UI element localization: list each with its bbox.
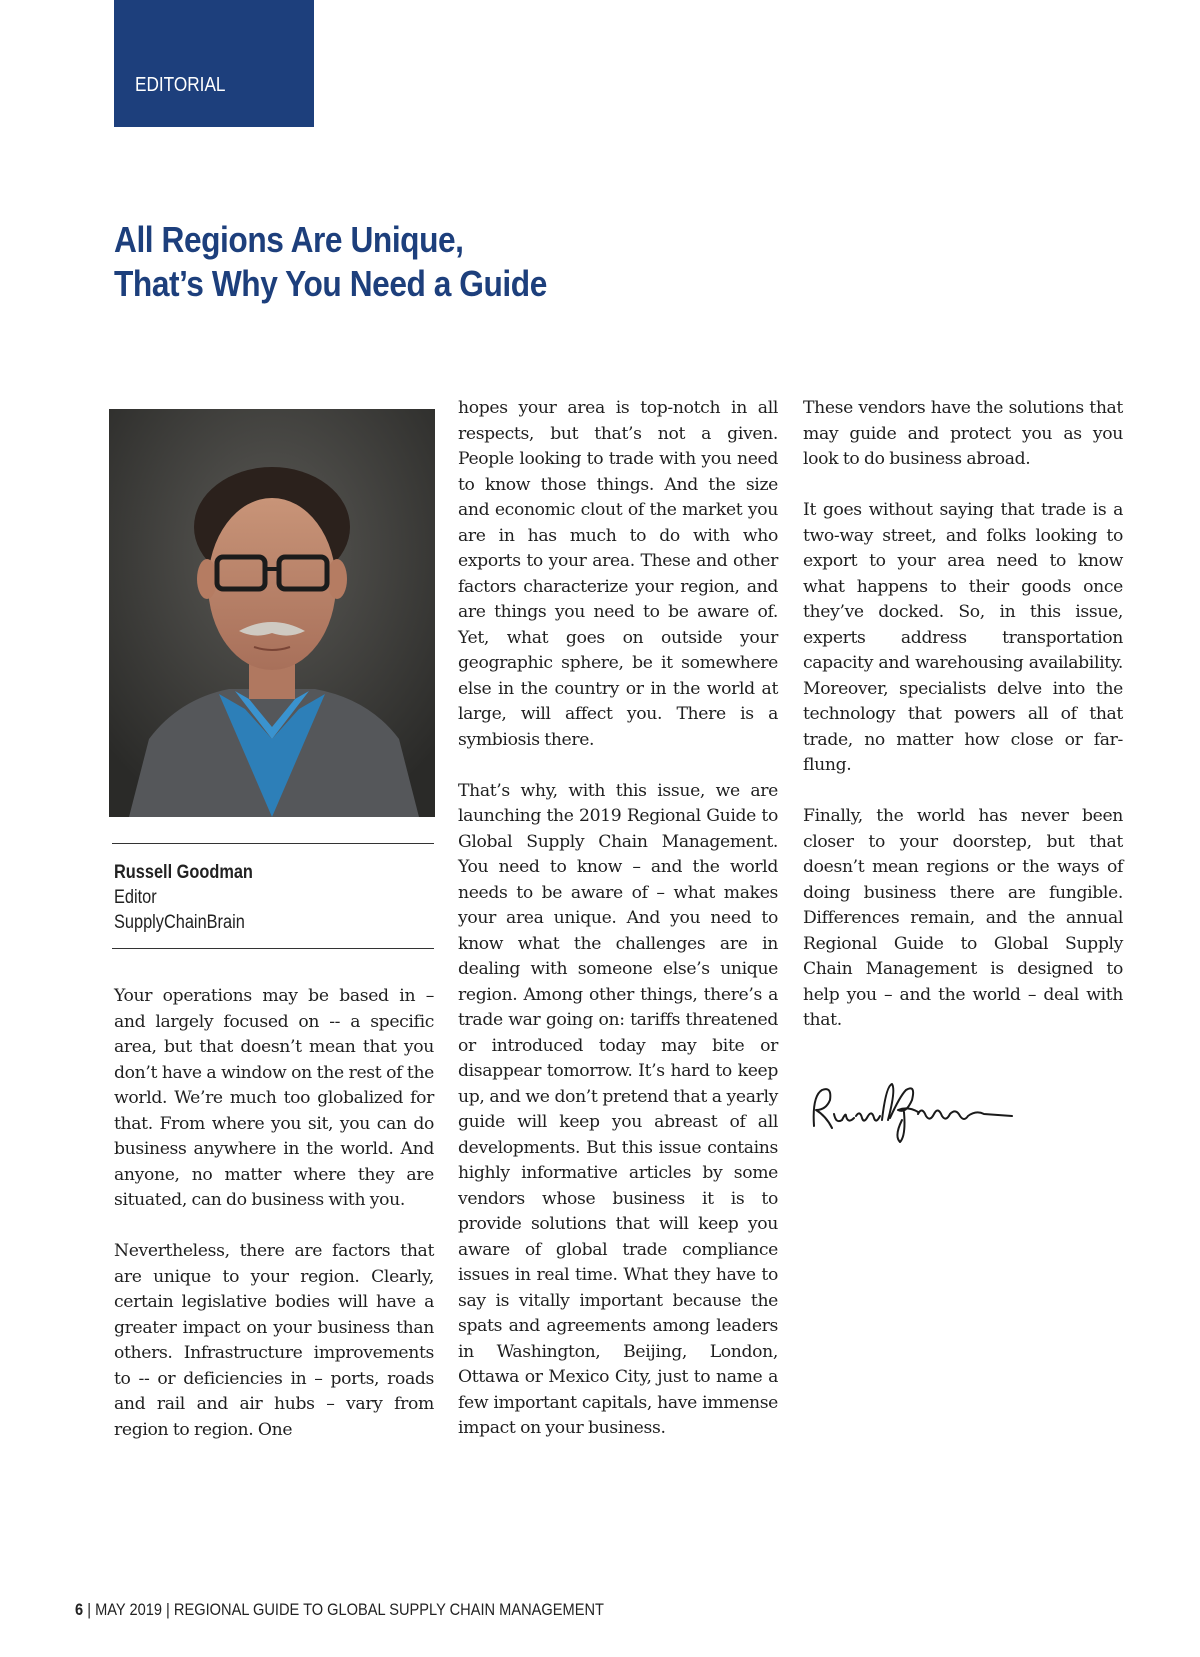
author-organization: SupplyChainBrain (114, 912, 245, 933)
paragraph: That’s why, with this issue, we are launching the 2019 Regional Guide to Global Supply Chain Management. You need to know – and the world needs to be aware of – what makes your area unique. And you need to know what the challenges are in dealing with someone else’s unique region. Among other things, there’s a trade war going on: tariffs threatened or introduced today may bite or disappear tomorrow. It’s hard to keep up, and we don’t pretend that a yearly guide will keep you abreast of all developments. But this issue contains highly informative articles by some vendors whose business it is to provide solutions that will keep you aware of global trade compliance issues in real time. What they have to say is vitally important because the spats and agreements among leaders in Washington, Beijing, London, Ottawa or Mexico City, just to name a few important capitals, have immense impact on your business. (458, 780, 778, 1438)
paragraph: hopes your area is top-notch in all respects, but that’s not a given. People looking to trade with you need to know those things. And the size and economic clout of the market you are in has much to do with who exports to your area. These and other factors characterize your region, and are things you need to be aware of. Yet, what goes on outside your geographic sphere, be it somewhere else in the country or in the world at large, will affect you. There is a symbiosis there. (458, 398, 778, 750)
byline (114, 860, 389, 935)
paragraph: These vendors have the solutions that may guide and protect you as you look to do business abroad. (803, 398, 1123, 469)
article-title (114, 218, 607, 306)
editor-portrait-image (109, 409, 435, 817)
paragraph: Nevertheless, there are factors that are unique to your region. Clearly, certain legislative bodies will have a greater impact on your business than others. Infrastructure improvements to -- or deficiencies in – ports, roads and rail and air hubs – vary from region to region. One (114, 1241, 434, 1440)
author-name: Russell Goodman (114, 862, 253, 883)
handwritten-signature (808, 1076, 1018, 1146)
title-line-2: That’s Why You Need a Guide (114, 263, 547, 304)
byline-bottom-rule (112, 948, 434, 949)
footer-text: | MAY 2019 | REGIONAL GUIDE TO GLOBAL SUPPLY CHAIN MANAGEMENT (83, 1600, 604, 1619)
author-role: Editor (114, 887, 157, 908)
section-label: EDITORIAL (135, 74, 226, 96)
paragraph: It goes without saying that trade is a two-way street, and folks looking to export to your area need to know what happens to their goods once they’ve docked. So, in this issue, experts address transportation capacity and warehousing availability. Moreover, specialists delve into the technology that powers all of that trade, no matter how close or far-flung. (803, 500, 1123, 775)
body-column-2 (458, 396, 778, 1467)
paragraph: Finally, the world has never been closer to your doorstep, but that doesn’t mean regions or the ways of doing business there are fungible. Differences remain, and the annual Regional Guide to Global Supply Chain Management is designed to help you – and the world – deal with that. (803, 806, 1123, 1030)
page-number: 6 (75, 1600, 84, 1619)
body-column-1 (114, 984, 434, 1469)
byline-top-rule (112, 843, 434, 844)
page-footer (75, 1600, 604, 1620)
title-line-1: All Regions Are Unique, (114, 219, 464, 260)
section-tab (114, 0, 314, 127)
paragraph: Your operations may be based in – and largely focused on -- a specific area, but that doesn’t mean that you don’t have a window on the rest of the world. We’re much too globalized for that. From where you sit, you can do business anywhere in the world. And anyone, no matter where they are situated, can do business with you. (114, 986, 434, 1210)
body-column-3 (803, 396, 1123, 1059)
